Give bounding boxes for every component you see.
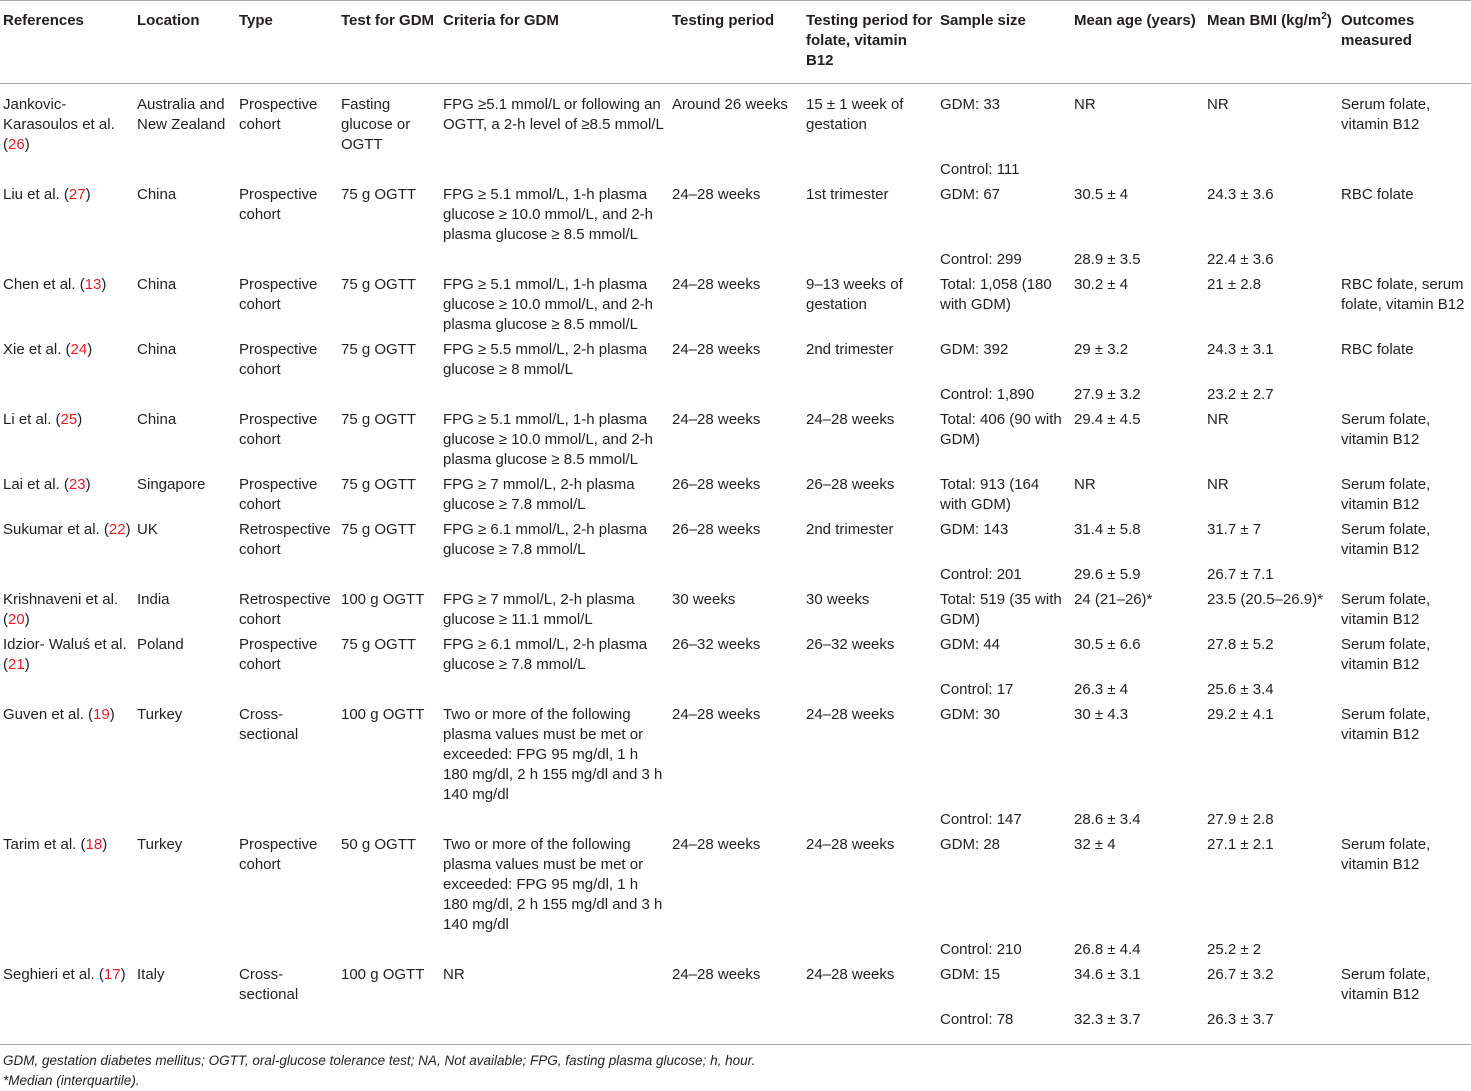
table-row: [0, 938, 1471, 963]
cell-type: [236, 248, 338, 273]
cell-bmi: 22.4 ± 3.6: [1207, 251, 1274, 268]
cell-sample: GDM: 67: [940, 186, 1001, 203]
reference-close: ): [125, 521, 131, 538]
cell-reference: [0, 518, 134, 563]
cell-testing-period: 24–28 weeks: [672, 341, 761, 358]
cell-test: 75 g OGTT: [341, 276, 417, 293]
cell-bmi: 25.2 ± 2: [1207, 941, 1262, 958]
cell-criteria: [440, 938, 669, 963]
cell-criteria: [440, 1008, 669, 1045]
cell-location: India: [137, 591, 170, 608]
cell-type: [236, 808, 338, 833]
cell-sample: Total: 519 (35 with GDM): [940, 591, 1062, 628]
table-row: [0, 833, 1471, 938]
cell-bmi: 31.7 ± 7: [1207, 521, 1262, 538]
cell-folate-period: 24–28 weeks: [806, 966, 895, 983]
header-criteria-for-gdm: Criteria for GDM: [440, 1, 669, 84]
cell-bmi: 29.2 ± 4.1: [1207, 706, 1274, 723]
cell-folate-period: 2nd trimester: [806, 521, 894, 538]
cell-reference: [0, 563, 134, 588]
cell-testing-period: [669, 158, 803, 183]
cell-outcomes: RBC folate: [1341, 186, 1414, 203]
cell-folate-period: 30 weeks: [806, 591, 870, 608]
cell-criteria: Two or more of the following plasma values must be met or exceeded: FPG 95 mg/dl, 1 h 180 mg/dl, 2 h 155 mg/dl and 3 h 140 mg/dl: [443, 836, 663, 933]
cell-location: China: [137, 411, 177, 428]
reference-link[interactable]: 22: [108, 521, 126, 538]
cell-type: [236, 1008, 338, 1045]
table-row: [0, 563, 1471, 588]
reference-close: ): [101, 276, 107, 293]
cell-criteria: Two or more of the following plasma values must be met or exceeded: FPG 95 mg/dl, 1 h 180 mg/dl, 2 h 155 mg/dl and 3 h 140 mg/dl: [443, 706, 663, 803]
cell-test: [338, 1008, 440, 1045]
table-row: [0, 383, 1471, 408]
cell-criteria: FPG ≥ 5.1 mmol/L, 1-h plasma glucose ≥ 10.0 mmol/L, and 2-h plasma glucose ≥ 8.5 mmol/L: [443, 186, 654, 243]
cell-age: 30.5 ± 6.6: [1074, 636, 1141, 653]
cell-type: Prospective cohort: [239, 96, 318, 133]
cell-reference: [0, 588, 134, 633]
reference-close: ): [87, 341, 93, 358]
cell-criteria: [440, 678, 669, 703]
cell-sample: GDM: 30: [940, 706, 1001, 723]
table-row: [0, 703, 1471, 808]
cell-folate-period: 26–28 weeks: [806, 476, 895, 493]
cell-sample: Control: 17: [940, 681, 1014, 698]
cell-reference: [0, 963, 134, 1008]
header-mean-bmi: [1204, 1, 1338, 84]
cell-test: 75 g OGTT: [341, 411, 417, 428]
reference-link[interactable]: 18: [85, 836, 103, 853]
cell-reference: [0, 383, 134, 408]
cell-location: Turkey: [137, 836, 183, 853]
footnote-abbreviations: GDM, gestation diabetes mellitus; OGTT, oral-glucose tolerance test; NA, Not available; FPG, fasting plasma glucose; h, hour.: [3, 1053, 756, 1068]
cell-testing-period: 24–28 weeks: [672, 186, 761, 203]
cell-reference: [0, 338, 134, 383]
cell-type: Prospective cohort: [239, 636, 318, 673]
cell-sample: GDM: 143: [940, 521, 1009, 538]
cell-location: Italy: [137, 966, 165, 983]
reference-link[interactable]: 17: [103, 966, 121, 983]
header-outcomes-measured: Outcomes measured: [1338, 1, 1471, 84]
cell-age: [1071, 158, 1204, 183]
cell-testing-period: [669, 383, 803, 408]
reference-close: ): [102, 836, 108, 853]
table-row: [0, 408, 1471, 473]
cell-age: 26.8 ± 4.4: [1074, 941, 1141, 958]
cell-outcomes: Serum folate, vitamin B12: [1341, 411, 1431, 448]
table-row: [0, 808, 1471, 833]
table-row: [0, 183, 1471, 248]
table-row: [0, 473, 1471, 518]
cell-outcomes: [1338, 383, 1471, 408]
cell-age: 28.6 ± 3.4: [1074, 811, 1141, 828]
cell-location: [134, 158, 236, 183]
cell-bmi: NR: [1207, 411, 1229, 428]
cell-location: Poland: [137, 636, 184, 653]
cell-location: China: [137, 276, 177, 293]
cell-age: 30.2 ± 4: [1074, 276, 1129, 293]
cell-reference: [0, 273, 134, 338]
cell-criteria: [440, 808, 669, 833]
cell-testing-period: 24–28 weeks: [672, 836, 761, 853]
cell-reference: [0, 183, 134, 248]
cell-testing-period: [669, 563, 803, 588]
cell-age: 24 (21–26)*: [1074, 591, 1153, 608]
cell-test: 75 g OGTT: [341, 521, 417, 538]
header-sample-size: Sample size: [937, 1, 1071, 84]
cell-testing-period: [669, 248, 803, 273]
cell-reference: [0, 678, 134, 703]
cell-age: 27.9 ± 3.2: [1074, 386, 1141, 403]
reference-author: Xie et al. (: [3, 341, 71, 358]
table-row: [0, 963, 1471, 1008]
cell-age: 30 ± 4.3: [1074, 706, 1129, 723]
header-test-for-gdm: Test for GDM: [338, 1, 440, 84]
cell-type: Prospective cohort: [239, 341, 318, 378]
cell-criteria: NR: [443, 966, 465, 983]
cell-type: Prospective cohort: [239, 476, 318, 513]
cell-bmi: NR: [1207, 476, 1229, 493]
cell-outcomes: Serum folate, vitamin B12: [1341, 521, 1431, 558]
cell-sample: Total: 913 (164 with GDM): [940, 476, 1040, 513]
cell-reference: [0, 1008, 134, 1045]
cell-reference: [0, 808, 134, 833]
cell-folate-period: [803, 563, 937, 588]
cell-type: [236, 383, 338, 408]
cell-bmi: 26.3 ± 3.7: [1204, 1008, 1338, 1045]
cell-sample: Control: 111: [940, 161, 1020, 178]
cell-testing-period: 26–28 weeks: [672, 521, 761, 538]
cell-criteria: FPG ≥ 5.5 mmol/L, 2-h plasma glucose ≥ 8 mmol/L: [443, 341, 648, 378]
cell-age: NR: [1074, 96, 1096, 113]
cell-reference: [0, 633, 134, 678]
cell-outcomes: [1338, 678, 1471, 703]
cell-folate-period: [803, 383, 937, 408]
reference-link[interactable]: 20: [8, 611, 25, 628]
table-row: [0, 273, 1471, 338]
cell-age: 29.6 ± 5.9: [1074, 566, 1141, 583]
reference-link[interactable]: 24: [70, 341, 88, 358]
cell-test: [338, 248, 440, 273]
cell-sample: Control: 201: [940, 566, 1022, 583]
reference-author: Tarim et al. (: [3, 836, 86, 853]
cell-test: [338, 808, 440, 833]
cell-outcomes: Serum folate, vitamin B12: [1341, 476, 1431, 513]
cell-test: 100 g OGTT: [341, 591, 425, 608]
cell-folate-period: [803, 158, 937, 183]
cell-reference: [0, 84, 134, 159]
cell-test: 75 g OGTT: [341, 186, 417, 203]
cell-folate-period: [803, 808, 937, 833]
reference-link[interactable]: 13: [84, 276, 102, 293]
cell-outcomes: RBC folate: [1341, 341, 1414, 358]
cell-outcomes: Serum folate, vitamin B12: [1341, 836, 1431, 873]
cell-sample: GDM: 392: [940, 341, 1009, 358]
cell-type: [236, 938, 338, 963]
cell-bmi: 27.8 ± 5.2: [1207, 636, 1274, 653]
cell-outcomes: [1338, 158, 1471, 183]
cell-testing-period: [669, 808, 803, 833]
reference-close: ): [77, 411, 83, 428]
cell-age: 29.4 ± 4.5: [1074, 411, 1141, 428]
reference-close: ): [85, 476, 91, 493]
cell-age: 28.9 ± 3.5: [1074, 251, 1141, 268]
cell-age: 32 ± 4: [1074, 836, 1116, 853]
reference-close: ): [24, 656, 30, 673]
cell-testing-period: 24–28 weeks: [672, 276, 761, 293]
cell-folate-period: [803, 678, 937, 703]
cell-age: 29 ± 3.2: [1074, 341, 1129, 358]
header-mean-bmi-close: ): [1326, 12, 1332, 29]
cell-testing-period: 24–28 weeks: [672, 966, 761, 983]
table-row: [0, 678, 1471, 703]
cell-type: Retrospective cohort: [239, 591, 331, 628]
cell-criteria: [440, 383, 669, 408]
cell-reference: [0, 158, 134, 183]
cell-folate-period: 26–32 weeks: [806, 636, 895, 653]
cell-bmi: 27.1 ± 2.1: [1207, 836, 1274, 853]
reference-author: Krishnaveni et al. (: [3, 591, 119, 628]
cell-testing-period: [669, 678, 803, 703]
header-mean-age: Mean age (years): [1071, 1, 1204, 84]
header-location: Location: [134, 1, 236, 84]
cell-testing-period: Around 26 weeks: [672, 96, 788, 113]
cell-criteria: FPG ≥5.1 mmol/L or following an OGTT, a 2-h level of ≥8.5 mmol/L: [443, 96, 664, 133]
table-row: [0, 84, 1471, 159]
cell-bmi: [1204, 158, 1338, 183]
header-testing-period: Testing period: [669, 1, 803, 84]
cell-test: 100 g OGTT: [341, 966, 425, 983]
reference-link[interactable]: 25: [60, 411, 78, 428]
cell-bmi: 23.2 ± 2.7: [1207, 386, 1274, 403]
cell-type: [236, 563, 338, 588]
cell-outcomes: Serum folate, vitamin B12: [1341, 636, 1431, 673]
cell-sample: GDM: 28: [940, 836, 1001, 853]
cell-reference: [0, 833, 134, 938]
reference-link[interactable]: 27: [68, 186, 86, 203]
cell-test: [338, 678, 440, 703]
reference-author: Idzior- Waluś et al. (: [3, 636, 127, 673]
footnote-asterisk: *Median (interquartile).: [3, 1073, 140, 1088]
table-row: [0, 248, 1471, 273]
table-row: [0, 518, 1471, 563]
reference-close: ): [120, 966, 126, 983]
cell-sample: Control: 78: [937, 1008, 1071, 1045]
reference-author: Sukumar et al. (: [3, 521, 109, 538]
cell-location: Singapore: [137, 476, 206, 493]
reference-link[interactable]: 21: [8, 656, 25, 673]
cell-outcomes: [1338, 938, 1471, 963]
header-mean-bmi-label: Mean BMI (kg/m: [1207, 12, 1322, 29]
cell-location: China: [137, 341, 177, 358]
table-row: [0, 1008, 1471, 1045]
cell-age: 30.5 ± 4: [1074, 186, 1129, 203]
cell-criteria: FPG ≥ 5.1 mmol/L, 1-h plasma glucose ≥ 10.0 mmol/L, and 2-h plasma glucose ≥ 8.5 mmol/L: [443, 276, 654, 333]
cell-bmi: 26.7 ± 3.2: [1207, 966, 1274, 983]
cell-testing-period: 24–28 weeks: [672, 411, 761, 428]
cell-test: 100 g OGTT: [341, 706, 425, 723]
cell-sample: Control: 299: [940, 251, 1022, 268]
cell-folate-period: 15 ± 1 week of gestation: [806, 96, 904, 133]
cell-test: 75 g OGTT: [341, 476, 417, 493]
cell-test: 75 g OGTT: [341, 341, 417, 358]
reference-link[interactable]: 23: [68, 476, 86, 493]
cell-test: 75 g OGTT: [341, 636, 417, 653]
cell-testing-period: 26–32 weeks: [672, 636, 761, 653]
cell-location: [134, 563, 236, 588]
table-footnotes: [3, 1051, 755, 1091]
header-mean-bmi-exponent: 2: [1321, 11, 1327, 22]
cell-location: [134, 1008, 236, 1045]
reference-link[interactable]: 26: [8, 136, 25, 153]
header-references: References: [0, 1, 134, 84]
cell-folate-period: 1st trimester: [806, 186, 889, 203]
reference-author: Chen et al. (: [3, 276, 85, 293]
cell-reference: [0, 248, 134, 273]
cell-bmi: 24.3 ± 3.1: [1207, 341, 1274, 358]
cell-bmi: 26.7 ± 7.1: [1207, 566, 1274, 583]
cell-age: 34.6 ± 3.1: [1074, 966, 1141, 983]
cell-test: [338, 563, 440, 588]
cell-location: [134, 383, 236, 408]
cell-outcomes: Serum folate, vitamin B12: [1341, 591, 1431, 628]
reference-link[interactable]: 19: [93, 706, 110, 723]
cell-bmi: 24.3 ± 3.6: [1207, 186, 1274, 203]
cell-criteria: FPG ≥ 6.1 mmol/L, 2-h plasma glucose ≥ 7.8 mmol/L: [443, 521, 648, 558]
cell-sample: Control: 1,890: [940, 386, 1035, 403]
cell-sample: Total: 406 (90 with GDM): [940, 411, 1062, 448]
reference-author: Li et al. (: [3, 411, 61, 428]
cell-folate-period: [803, 938, 937, 963]
cell-criteria: [440, 248, 669, 273]
reference-close: ): [24, 136, 30, 153]
cell-age: 31.4 ± 5.8: [1074, 521, 1141, 538]
reference-author: Liu et al. (: [3, 186, 69, 203]
cell-outcomes: RBC folate, serum folate, vitamin B12: [1341, 276, 1465, 313]
cell-sample: GDM: 15: [940, 966, 1001, 983]
cell-age: 26.3 ± 4: [1074, 681, 1129, 698]
cell-test: [338, 158, 440, 183]
cell-age: NR: [1074, 476, 1096, 493]
cell-outcomes: [1338, 1008, 1471, 1045]
cell-criteria: [440, 563, 669, 588]
table-header-row: [0, 1, 1471, 84]
cell-bmi: NR: [1207, 96, 1229, 113]
cell-folate-period: 24–28 weeks: [806, 706, 895, 723]
cell-criteria: [440, 158, 669, 183]
cell-sample: Control: 210: [940, 941, 1022, 958]
cell-type: Retrospective cohort: [239, 521, 331, 558]
cell-folate-period: 9–13 weeks of gestation: [806, 276, 903, 313]
cell-type: Prospective cohort: [239, 276, 318, 313]
cell-bmi: 25.6 ± 3.4: [1207, 681, 1274, 698]
cell-test: Fasting glucose or OGTT: [341, 96, 411, 153]
table-row: [0, 588, 1471, 633]
reference-close: ): [24, 611, 30, 628]
cell-criteria: FPG ≥ 5.1 mmol/L, 1-h plasma glucose ≥ 10.0 mmol/L, and 2-h plasma glucose ≥ 8.5 mmol/L: [443, 411, 654, 468]
cell-criteria: FPG ≥ 6.1 mmol/L, 2-h plasma glucose ≥ 7.8 mmol/L: [443, 636, 648, 673]
cell-type: [236, 158, 338, 183]
table-row: [0, 633, 1471, 678]
cell-bmi: 21 ± 2.8: [1207, 276, 1262, 293]
cell-outcomes: Serum folate, vitamin B12: [1341, 706, 1431, 743]
cell-test: [338, 383, 440, 408]
cell-outcomes: Serum folate, vitamin B12: [1341, 96, 1431, 133]
cell-location: UK: [137, 521, 158, 538]
reference-author: Jankovic-Karasoulos et al. (: [3, 96, 115, 153]
cell-sample: GDM: 44: [940, 636, 1001, 653]
cell-testing-period: 30 weeks: [672, 591, 736, 608]
cell-folate-period: [803, 248, 937, 273]
reference-author: Seghieri et al. (: [3, 966, 104, 983]
reference-author: Lai et al. (: [3, 476, 69, 493]
table-row: [0, 338, 1471, 383]
cell-test: [338, 938, 440, 963]
cell-testing-period: [669, 1008, 803, 1045]
cell-sample: Control: 147: [940, 811, 1022, 828]
cell-location: [134, 808, 236, 833]
cell-location: Turkey: [137, 706, 183, 723]
cell-bmi: 23.5 (20.5–26.9)*: [1207, 591, 1323, 608]
cell-folate-period: [803, 1008, 937, 1045]
table-row: [0, 158, 1471, 183]
cell-type: Cross-sectional: [239, 966, 299, 1003]
cell-type: [236, 678, 338, 703]
cell-reference: [0, 703, 134, 808]
cell-test: 50 g OGTT: [341, 836, 417, 853]
cell-testing-period: [669, 938, 803, 963]
cell-reference: [0, 938, 134, 963]
cell-testing-period: 24–28 weeks: [672, 706, 761, 723]
cell-folate-period: 24–28 weeks: [806, 411, 895, 428]
cell-folate-period: 2nd trimester: [806, 341, 894, 358]
cell-location: [134, 678, 236, 703]
cell-location: [134, 248, 236, 273]
cell-reference: [0, 408, 134, 473]
cell-sample: Total: 1,058 (180 with GDM): [940, 276, 1052, 313]
cell-reference: [0, 473, 134, 518]
reference-close: ): [109, 706, 115, 723]
cell-outcomes: Serum folate, vitamin B12: [1341, 966, 1431, 1003]
cell-location: China: [137, 186, 177, 203]
header-type: Type: [236, 1, 338, 84]
header-testing-period-folate: Testing period for folate, vitamin B12: [803, 1, 937, 84]
cell-testing-period: 26–28 weeks: [672, 476, 761, 493]
cell-type: Prospective cohort: [239, 411, 318, 448]
cell-outcomes: [1338, 563, 1471, 588]
reference-author: Guven et al. (: [3, 706, 94, 723]
cell-sample: GDM: 33: [940, 96, 1001, 113]
cell-outcomes: [1338, 808, 1471, 833]
reference-close: ): [85, 186, 91, 203]
cell-location: [134, 938, 236, 963]
cell-age: 32.3 ± 3.7: [1071, 1008, 1204, 1045]
cell-criteria: FPG ≥ 7 mmol/L, 2-h plasma glucose ≥ 11.1 mmol/L: [443, 591, 635, 628]
cell-outcomes: [1338, 248, 1471, 273]
cell-location: Australia and New Zealand: [137, 96, 226, 133]
cell-folate-period: 24–28 weeks: [806, 836, 895, 853]
cell-type: Prospective cohort: [239, 186, 318, 223]
cell-type: Prospective cohort: [239, 836, 318, 873]
cell-bmi: 27.9 ± 2.8: [1207, 811, 1274, 828]
cell-type: Cross-sectional: [239, 706, 299, 743]
cell-criteria: FPG ≥ 7 mmol/L, 2-h plasma glucose ≥ 7.8 mmol/L: [443, 476, 635, 513]
